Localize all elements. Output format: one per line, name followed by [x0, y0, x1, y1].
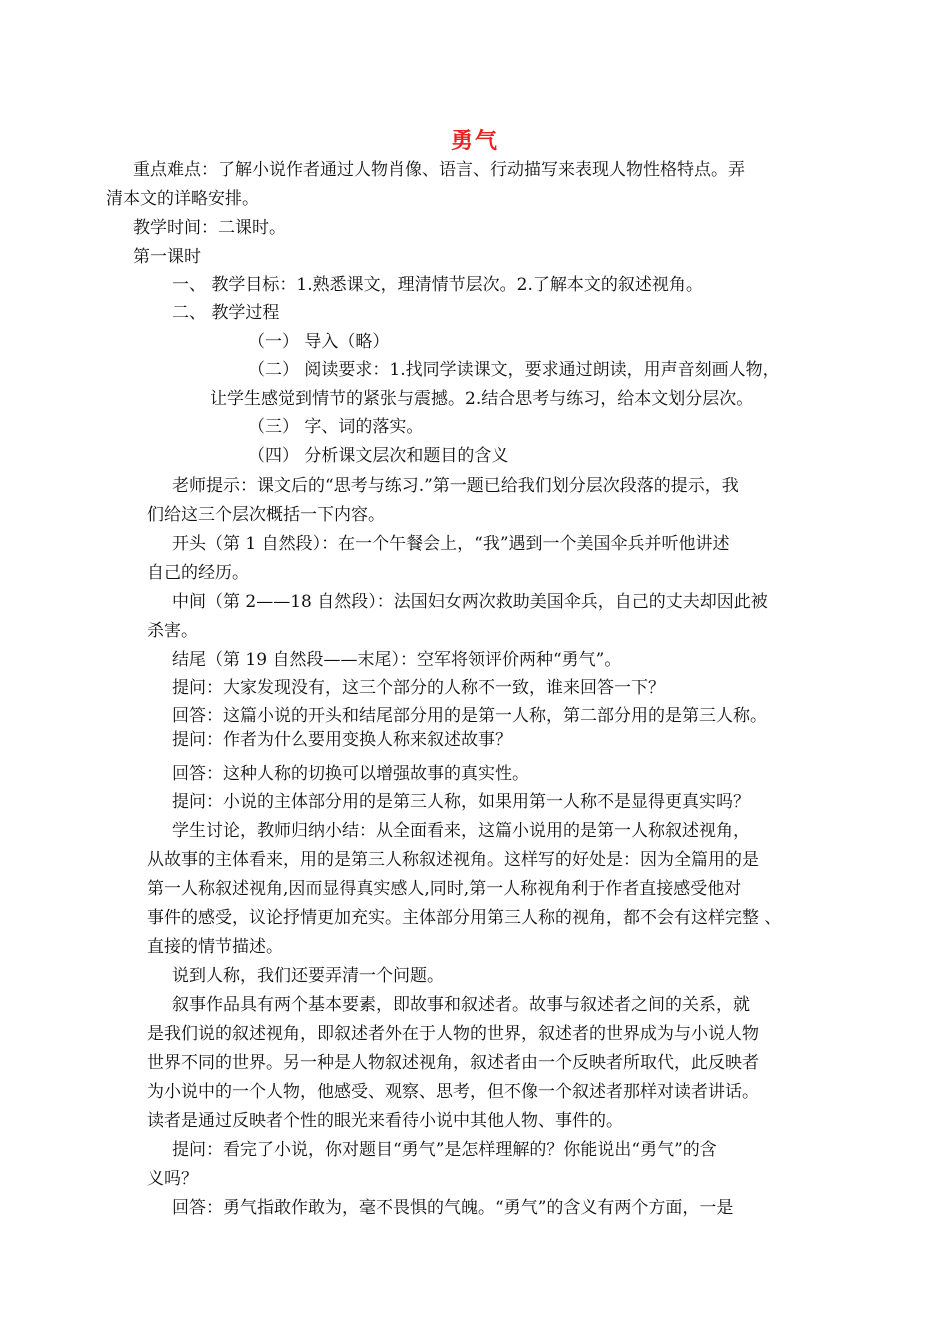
text-line: 世界不同的世界。另一种是人物叙述视角，叙述者由一个反映者所取代，此反映者 — [147, 1053, 759, 1073]
text-line: 为小说中的一个人物，他感受、观察、思考，但不像一个叙述者那样对读者讲话。 — [147, 1082, 759, 1102]
text-line: 是我们说的叙述视角，即叙述者外在于人物的世界，叙述者的世界成为与小说人物 — [147, 1024, 759, 1044]
text-line: 回答：这种人称的切换可以增强故事的真实性。 — [172, 764, 529, 784]
text-line: 回答：这篇小说的开头和结尾部分用的是第一人称，第二部分用的是第三人称。 — [172, 706, 767, 726]
text-line: 教学时间：二课时。 — [133, 218, 286, 238]
text-line: 开头（第 1 自然段）：在一个午餐会上，“我”遇到一个美国伞兵并听他讲述 — [172, 534, 730, 554]
text-line: 老师提示：课文后的“思考与练习.”第一题已给我们划分层次段落的提示，我 — [172, 476, 739, 496]
text-line: （三） 字、词的落实。 — [248, 417, 424, 437]
text-line: 重点难点：了解小说作者通过人物肖像、语言、行动描写来表现人物性格特点。弄 — [133, 160, 745, 180]
text-line: 第一人称叙述视角,因而显得真实感人,同时,第一人称视角利于作者直接感受他对 — [147, 879, 742, 899]
text-line: 杀害。 — [147, 621, 198, 641]
text-line: 提问：作者为什么要用变换人称来叙述故事？ — [172, 730, 512, 750]
text-line: 一、 教学目标：1.熟悉课文，理清情节层次。2.了解本文的叙述视角。 — [172, 275, 703, 295]
text-line: 从故事的主体看来，用的是第三人称叙述视角。这样写的好处是：因为全篇用的是 — [147, 850, 759, 870]
text-line: （一） 导入（略） — [248, 332, 390, 352]
document-title: 勇气 — [450, 129, 499, 154]
text-line: 结尾（第 19 自然段——末尾）：空军将领评价两种“勇气”。 — [172, 650, 622, 670]
text-line: 提问：看完了小说，你对题目“勇气”是怎样理解的？你能说出“勇气”的含 — [172, 1140, 717, 1160]
text-line: 二、 教学过程 — [172, 303, 280, 323]
text-line: 第一课时 — [133, 247, 201, 267]
text-line: （二） 阅读要求：1.找同学读课文，要求通过朗读，用声音刻画人物， — [248, 360, 780, 380]
text-line: 中间（第 2——18 自然段）：法国妇女两次救助美国伞兵，自己的丈夫却因此被 — [172, 592, 768, 612]
text-line: 学生讨论，教师归纳小结：从全面看来，这篇小说用的是第一人称叙述视角， — [172, 821, 750, 841]
text-line: 叙事作品具有两个基本要素，即故事和叙述者。故事与叙述者之间的关系，就 — [172, 995, 750, 1015]
text-line: 直接的情节描述。 — [147, 937, 283, 957]
text-line: 让学生感觉到情节的紧张与震撼。2.结合思考与练习，给本文划分层次。 — [210, 389, 754, 409]
text-line: 义吗？ — [147, 1169, 198, 1189]
text-line: 提问：小说的主体部分用的是第三人称，如果用第一人称不是显得更真实吗？ — [172, 792, 750, 812]
text-line: 自己的经历。 — [147, 563, 249, 583]
text-line: 们给这三个层次概括一下内容。 — [147, 505, 385, 525]
text-line: 说到人称，我们还要弄清一个问题。 — [172, 966, 444, 986]
text-line: 事件的感受，议论抒情更加充实。主体部分用第三人称的视角，都不会有这样完整 、 — [147, 908, 782, 928]
text-line: 回答：勇气指敢作敢为，毫不畏惧的气魄。“勇气”的含义有两个方面，一是 — [172, 1198, 734, 1218]
text-line: 清本文的详略安排。 — [106, 189, 259, 209]
text-line: 提问：大家发现没有，这三个部分的人称不一致，谁来回答一下？ — [172, 678, 665, 698]
text-line: （四） 分析课文层次和题目的含义 — [248, 446, 509, 466]
text-line: 读者是通过反映者个性的眼光来看待小说中其他人物、事件的。 — [147, 1111, 623, 1131]
